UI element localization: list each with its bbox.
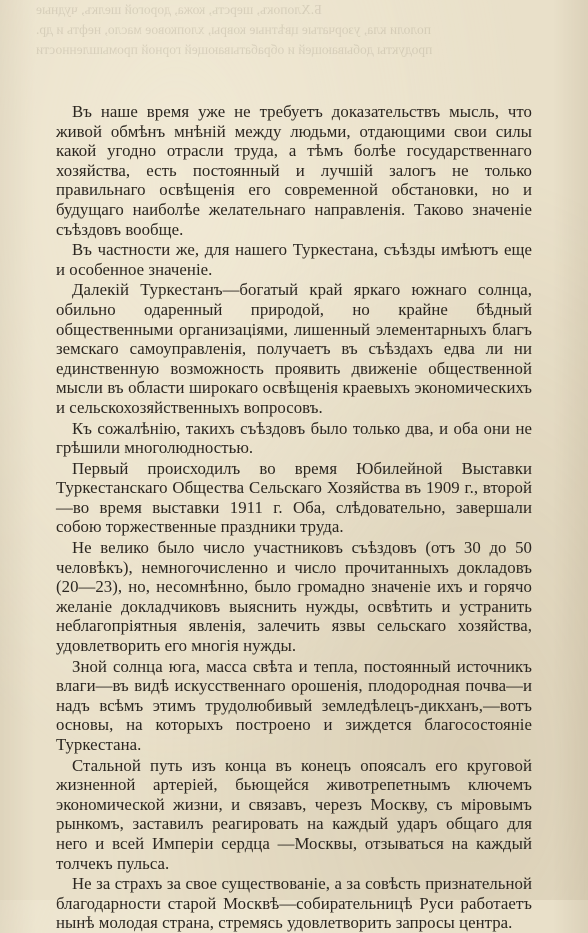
paragraph: Стальной путь изъ конца въ конецъ опоясалъ его круговой жизненной артеріей, бьющейся животрепетнымъ ключемъ экономической жизни, и связавъ, черезъ Москву, съ міровымъ рынкомъ, заставилъ реагировать на каждый ударъ общаго для него и всей Имперіи сердца —Москвы, отзываться на каждый толчекъ пульса. bbox=[56, 755, 532, 873]
bleed-through-text bbox=[36, 0, 556, 60]
paragraph: Первый происходилъ во время Юбилейной Выставки Туркестанскаго Общества Сельскаго Хозяйства въ 1909 г., второй—во время выставки 1911 г. Оба, слѣдовательно, завершали собою торжественные праздники труда. bbox=[56, 458, 532, 537]
paragraph: Не велико было число участниковъ съѣздовъ (отъ 30 до 50 человѣкъ), немногочисленно и число прочитанныхъ докладовъ (20—23), но, несомнѣнно, было громадно значеніе ихъ и горячо желаніе докладчиковъ выяснить нужды, освѣтить и устранить неблагопріятныя явленія, залечить язвы сельскаго хозяйства, удовлетворить его многія нужды. bbox=[56, 538, 532, 656]
paragraph: Къ сожалѣнію, такихъ съѣздовъ было только два, и оба они не грѣшили многолюдностью. bbox=[56, 418, 532, 458]
bleed-line: пололи кла, узорчатые цвѣтные ковры, хлопковое масло, нефть и др. bbox=[36, 22, 431, 37]
paragraph: Далекій Туркестанъ—богатый край яркаго южнаго солнца, обильно одаренный природой, но крайне бѣдный общественными организаціями, лишенный элементарныхъ благъ земскаго самоуправленія, получаетъ въ съѣздахъ едва ли ни единственную возможность проявить движеніе общественной мысли въ области широкаго освѣщенія краевыхъ экономическихъ и сельскохозяйственныхъ вопросовъ. bbox=[56, 280, 532, 417]
paragraph: Въ частности же, для нашего Туркестана, съѣзды имѣютъ еще и особенное значеніе. bbox=[56, 240, 532, 279]
paragraph: Не за страхъ за свое существованіе, а за совѣсть признательной благодарности старой Москвѣ—собирательницѣ Руси работаетъ нынѣ молодая страна, стремясь удовлетворить запросы центра. bbox=[56, 874, 532, 933]
bleed-line: Б.Хлопокъ, шерсть, кожа, дорогой шелкъ, чудные bbox=[36, 2, 322, 17]
paragraph: Зной солнца юга, масса свѣта и тепла, постоянный источникъ влаги—въ видѣ искусственнаго орошенія, плодородная почва—и надъ всѣмъ этимъ трудолюбивый земледѣлецъ-дикханъ,—вотъ основы, на которыхъ построено и зиждется благосостояніе Туркестана. bbox=[56, 656, 532, 754]
body-text bbox=[56, 102, 532, 933]
bleed-line: продукты добывающей и обрабатывающей горной промышленности bbox=[36, 42, 433, 57]
paragraph: Въ наше время уже не требуетъ доказательствъ мысль, что живой обмѣнъ мнѣній между людьми, отдающими свои силы какой угодно отрасли труда, а тѣмъ болѣе государственнаго хозяйства, есть постоянный и лучшій залогъ не только правильнаго освѣщенія его современной обстановки, но и будущаго наиболѣе желательнаго направленія. Таково значеніе съѣздовъ вообще. bbox=[56, 102, 532, 239]
